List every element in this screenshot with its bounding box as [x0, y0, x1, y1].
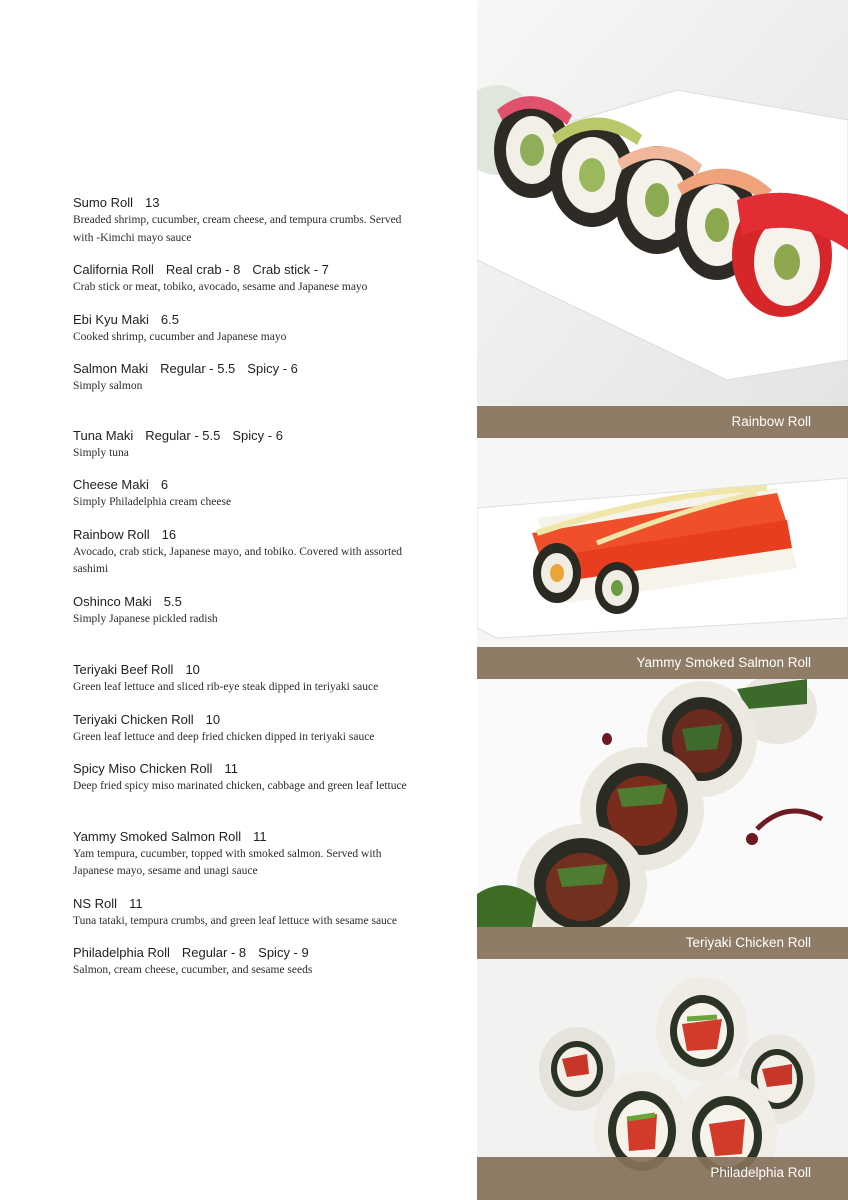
menu-item-name: NS Roll	[73, 895, 118, 911]
menu-item-header	[73, 360, 418, 378]
menu-item-name: Teriyaki Beef Roll	[73, 662, 174, 677]
menu-item-header	[73, 828, 418, 846]
menu-item-name: Salmon Maki	[73, 361, 149, 376]
menu-item-name: California Roll	[73, 262, 154, 277]
menu-item-name: Philadelphia Roll	[73, 945, 170, 960]
menu-item-price: 11	[129, 895, 143, 911]
menu-item	[73, 311, 418, 347]
menu-item-description: Yam tempura, cucumber, topped with smoked salmon. Served with Japanese mayo, sesame and unagi sauce	[73, 847, 382, 877]
menu-item-name: Sumo Roll	[73, 195, 133, 210]
menu-item	[73, 760, 418, 796]
menu-item-name: Cheese Maki	[73, 477, 149, 492]
menu-item	[73, 427, 418, 463]
menu-item-price: Spicy - 6	[232, 427, 283, 443]
menu-item	[73, 476, 418, 512]
menu-item-name: Oshinco Maki	[73, 593, 152, 609]
menu-item	[73, 593, 418, 629]
menu-item-description: Simply tuna	[73, 446, 129, 459]
menu-item-price: 10	[185, 662, 200, 677]
menu-item-header	[73, 194, 418, 212]
menu-item-price: 5.5	[163, 593, 182, 609]
caption-rainbow-roll: Rainbow Roll	[477, 406, 848, 438]
rainbow-roll-photo	[477, 0, 848, 406]
menu-item	[73, 711, 418, 747]
menu-item-name: Ebi Kyu Maki	[73, 311, 149, 327]
menu-item-price: 11	[253, 828, 267, 844]
menu-item-description: Tuna tataki, tempura crumbs, and green leaf lettuce with sesame sauce	[73, 914, 398, 927]
menu-item-description: Salmon, cream cheese, cucumber, and sesame seeds	[73, 964, 313, 976]
menu-item-name: Tuna Maki	[73, 427, 134, 443]
menu-item-header	[73, 311, 418, 329]
menu-item	[73, 194, 418, 247]
menu-item-price: Crab stick - 7	[252, 262, 329, 277]
menu-item-header	[73, 895, 418, 913]
menu-item-price: 6.5	[160, 311, 179, 327]
menu-item-price: 16	[161, 526, 177, 542]
menu-item	[73, 661, 418, 697]
menu-item-price: Spicy - 9	[258, 945, 309, 960]
photo-column	[477, 0, 848, 1200]
yammy-smoked-salmon-roll-photo	[477, 438, 848, 647]
menu-item	[73, 261, 418, 297]
menu-item-description: Simply Japanese pickled radish	[73, 612, 218, 625]
menu-item-price: 10	[205, 711, 221, 727]
menu-item-description: Avocado, crab stick, Japanese mayo, and tobiko. Covered with assorted sashimi	[73, 545, 403, 575]
menu-item-description: Green leaf lettuce and deep fried chicken dipped in teriyaki sauce	[73, 730, 375, 743]
menu-item-header	[73, 261, 418, 279]
menu-item-price: 11	[224, 761, 238, 776]
caption-yammy-smoked-salmon-roll: Yammy Smoked Salmon Roll	[477, 647, 848, 679]
menu-item-header	[73, 476, 418, 494]
menu-item-header	[73, 944, 418, 962]
caption-philadelphia-roll: Philadelphia Roll	[477, 1157, 848, 1200]
menu-item-header	[73, 427, 418, 445]
menu-item	[73, 895, 418, 931]
menu-list	[73, 194, 418, 980]
menu-item-price: 13	[144, 195, 160, 210]
menu-item-header	[73, 593, 418, 611]
menu-item-price: Real crab - 8	[165, 262, 241, 277]
menu-item	[73, 828, 418, 881]
menu-item-description: Crab stick or meat, tobiko, avocado, sesame and Japanese mayo	[73, 281, 368, 293]
menu-item-name: Yammy Smoked Salmon Roll	[73, 828, 242, 844]
caption-teriyaki-chicken-roll: Teriyaki Chicken Roll	[477, 927, 848, 959]
menu-item-description: Deep fried spicy miso marinated chicken, cabbage and green leaf lettuce	[73, 780, 407, 792]
teriyaki-chicken-roll-photo	[477, 679, 848, 927]
menu-item	[73, 360, 418, 396]
menu-item-name: Teriyaki Chicken Roll	[73, 711, 194, 727]
menu-item-description: Green leaf lettuce and sliced rib-eye steak dipped in teriyaki sauce	[73, 681, 379, 693]
menu-item-header	[73, 661, 418, 679]
menu-item-header	[73, 760, 418, 778]
menu-item-price: Regular - 5.5	[145, 427, 221, 443]
menu-item-price: 6	[160, 477, 169, 492]
menu-item	[73, 944, 418, 980]
menu-item	[73, 526, 418, 579]
menu-item-name: Rainbow Roll	[73, 526, 150, 542]
menu-item-name: Spicy Miso Chicken Roll	[73, 761, 213, 776]
menu-item-price: Regular - 5.5	[160, 361, 236, 376]
menu-item-description: Simply salmon	[73, 380, 143, 392]
menu-item-price: Spicy - 6	[247, 361, 298, 376]
menu-item-description: Breaded shrimp, cucumber, cream cheese, and tempura crumbs. Served with -Kimchi mayo sauce	[73, 214, 402, 244]
menu-item-header	[73, 711, 418, 729]
menu-item-header	[73, 526, 418, 544]
menu-item-price: Regular - 8	[181, 945, 247, 960]
menu-item-description: Cooked shrimp, cucumber and Japanese mayo	[73, 330, 287, 343]
menu-item-description: Simply Philadelphia cream cheese	[73, 496, 232, 508]
